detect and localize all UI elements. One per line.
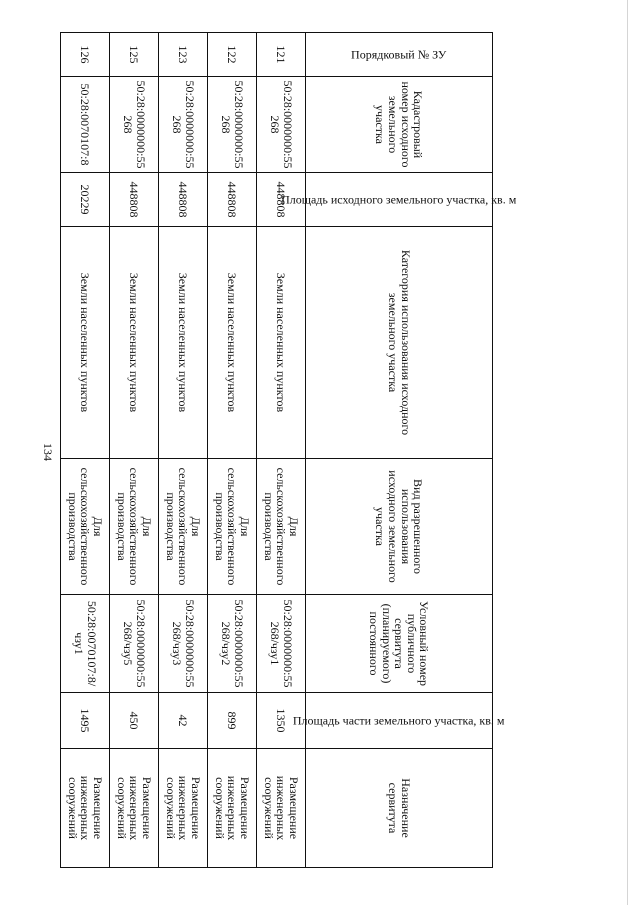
header-purpose: Назначение сервитута [306, 749, 493, 868]
cell-permitted-use: Для сельскохозяйственного производства [61, 459, 110, 595]
header-area-part: Площадь части земельного участка, кв. м [306, 693, 493, 749]
cell-purpose: Размещение инженерных сооружений [208, 749, 257, 868]
cell-area-part: 42 [159, 693, 208, 749]
cell-area-part: 450 [110, 693, 159, 749]
cell-conditional-number: 50:28:0000000:55268/чзу5 [110, 595, 159, 693]
header-permitted-use: Вид разрешенного использования исходного земельного участка [306, 459, 493, 595]
cell-category: Земли населенных пунктов [61, 227, 110, 459]
cell-area-source: 448808 [110, 173, 159, 227]
cell-purpose: Размещение инженерных сооружений [257, 749, 306, 868]
scan-edge-line [627, 0, 628, 905]
servitude-table [60, 32, 517, 868]
header-ordinal: Порядковый № ЗУ [306, 33, 493, 77]
table-row [257, 33, 306, 868]
cell-ordinal: 126 [61, 33, 110, 77]
cell-category: Земли населенных пунктов [257, 227, 306, 459]
cell-permitted-use: Для сельскохозяйственного производства [110, 459, 159, 595]
cell-category: Земли населенных пунктов [159, 227, 208, 459]
table-header-row [306, 33, 493, 868]
cell-cadastral: 50:28:0000000:55268 [159, 77, 208, 173]
cell-conditional-number: 50:28:0000000:55268/чзу2 [208, 595, 257, 693]
cell-purpose: Размещение инженерных сооружений [159, 749, 208, 868]
cell-area-source: 448808 [208, 173, 257, 227]
cell-ordinal: 122 [208, 33, 257, 77]
cell-permitted-use: Для сельскохозяйственного производства [257, 459, 306, 595]
cell-ordinal: 121 [257, 33, 306, 77]
servitude-table-sheet [63, 32, 517, 867]
cell-purpose: Размещение инженерных сооружений [61, 749, 110, 868]
table-row [208, 33, 257, 868]
table-row [110, 33, 159, 868]
cell-area-source: 448808 [159, 173, 208, 227]
cell-conditional-number: 50:28:0070107:8/чзу1 [61, 595, 110, 693]
cell-area-part: 1495 [61, 693, 110, 749]
cell-area-source: 448808 [257, 173, 306, 227]
table-row [159, 33, 208, 868]
header-cadastral: Кадастровый номер исходного земельного участка [306, 77, 493, 173]
cell-category: Земли населенных пунктов [110, 227, 159, 459]
cell-cadastral: 50:28:0070107:8 [61, 77, 110, 173]
header-area-source: Площадь исходного земельного участка, кв. м [306, 173, 493, 227]
cell-purpose: Размещение инженерных сооружений [110, 749, 159, 868]
cell-conditional-number: 50:28:0000000:55268/чзу3 [159, 595, 208, 693]
cell-permitted-use: Для сельскохозяйственного производства [208, 459, 257, 595]
cell-area-part: 1350 [257, 693, 306, 749]
cell-conditional-number: 50:28:0000000:55268/чзу1 [257, 595, 306, 693]
cell-area-source: 20229 [61, 173, 110, 227]
cell-category: Земли населенных пунктов [208, 227, 257, 459]
header-conditional-number: Условный номер публичного сервитута (планируемого) постоянного [306, 595, 493, 693]
table-row [61, 33, 110, 868]
cell-ordinal: 125 [110, 33, 159, 77]
page-number: 134 [41, 443, 55, 461]
cell-cadastral: 50:28:0000000:55268 [257, 77, 306, 173]
cell-permitted-use: Для сельскохозяйственного производства [159, 459, 208, 595]
cell-cadastral: 50:28:0000000:55268 [208, 77, 257, 173]
cell-cadastral: 50:28:0000000:55268 [110, 77, 159, 173]
cell-area-part: 899 [208, 693, 257, 749]
header-category: Категория использования исходного земельного участка [306, 227, 493, 459]
cell-ordinal: 123 [159, 33, 208, 77]
